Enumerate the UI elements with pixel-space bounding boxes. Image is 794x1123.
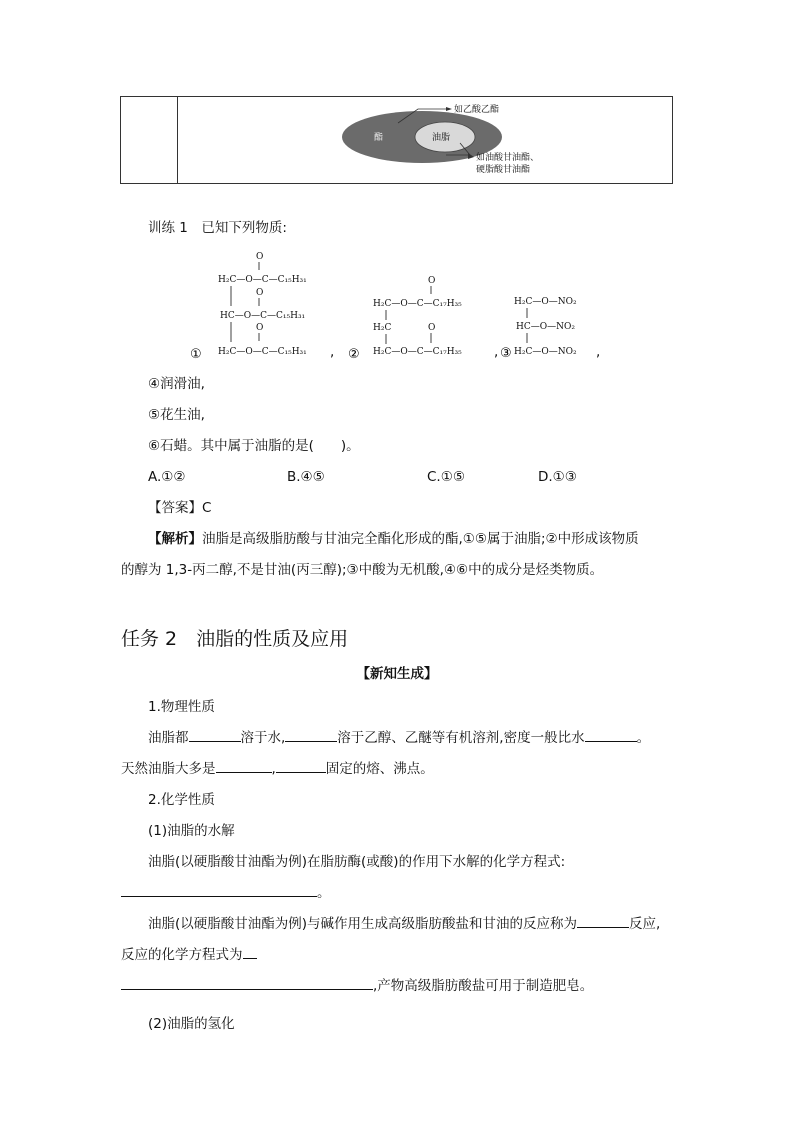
chemical-properties-title: 2.化学性质 [148, 792, 215, 808]
physical-properties-title: 1.物理性质 [148, 699, 215, 715]
fill-blank[interactable] [285, 728, 337, 742]
p1-line2-text-c: 固定的熔、沸点。 [325, 761, 434, 777]
saponification-text-d: ,产物高级脂肪酸盐可用于制造肥皂。 [373, 978, 594, 994]
option-item-6: ⑥石蜡。其中属于油脂的是( )。 [148, 438, 360, 454]
callout-top-text: 如乙酸乙酯 [454, 105, 500, 115]
task-subheading: 【新知生成】 [356, 666, 438, 682]
saponification-line-3 [121, 976, 593, 996]
ester-oil-venn-diagram [178, 97, 672, 179]
callout-bottom-text-1: 如油酸甘油酯、 [476, 153, 540, 163]
fill-blank[interactable] [243, 945, 257, 959]
p1-line2-text-b: , [271, 761, 276, 777]
physical-properties-line-1 [148, 728, 650, 748]
struct1-line4: HC—O—C—C₁₅H₃₁ [220, 311, 306, 321]
option-item-5: ⑤花生油, [148, 407, 205, 423]
fill-blank[interactable] [121, 883, 317, 897]
p1-text-c: 溶于乙醇、乙醚等有机溶剂,密度一般比水 [337, 730, 585, 746]
oil-set-label: 油脂 [432, 133, 451, 143]
hydrolysis-blank-line [121, 883, 331, 903]
struct1-line6: H₂C—O—C—C₁₅H₃₁ [218, 347, 307, 357]
struct3-line1: H₂C—O—NO₂ [514, 297, 577, 307]
table-diagram-cell [178, 97, 673, 184]
concept-table [120, 96, 673, 184]
struct1-marker: ① [190, 347, 202, 362]
p1-text-b: 溶于水, [240, 730, 286, 746]
struct2-marker: ② [348, 347, 360, 362]
fill-blank[interactable] [577, 914, 629, 928]
choice-a: A.①② [148, 469, 186, 485]
saponification-text-c: 反应的化学方程式为 [121, 947, 243, 963]
analysis-text-1: 油脂是高级脂肪酸与甘油完全酯化形成的酯,①⑤属于油脂;②中形成该物质 [202, 531, 639, 547]
fill-blank[interactable] [121, 976, 373, 990]
fill-blank[interactable] [216, 759, 272, 773]
choice-b: B.④⑤ [287, 469, 325, 485]
saponification-line-2 [121, 945, 257, 965]
table-left-cell [121, 97, 178, 184]
saponification-text-a: 油脂(以硬脂酸甘油酯为例)与碱作用生成高级脂肪酸盐和甘油的反应称为 [148, 916, 578, 932]
fill-blank[interactable] [276, 759, 326, 773]
choice-d: D.①③ [538, 469, 577, 485]
p1-text-a: 油脂都 [148, 730, 189, 746]
separator-comma-3: , [596, 344, 601, 360]
struct2-line3: H₂C [373, 323, 392, 333]
p1-line2-text-a: 天然油脂大多是 [121, 761, 216, 777]
separator-comma-1: , [330, 344, 335, 360]
struct2-line1: O [428, 276, 436, 286]
struct2-line5: H₂C—O—C—C₁₇H₃₅ [373, 347, 462, 357]
analysis-line-1 [148, 529, 639, 549]
separator-comma-2: , [494, 344, 499, 360]
fill-blank[interactable] [189, 728, 241, 742]
ester-set-label: 酯 [374, 133, 384, 143]
task-heading: 任务 2 油脂的性质及应用 [121, 628, 349, 650]
analysis-tag: 【解析】 [148, 531, 202, 547]
struct1-line3: O [256, 288, 264, 298]
struct2-line2: H₂C—O—C—C₁₇H₃₅ [373, 299, 462, 309]
hydrogenation-subtitle: (2)油脂的氢化 [148, 1016, 235, 1032]
struct3-line2: HC—O—NO₂ [516, 322, 575, 332]
structure-2 [348, 268, 498, 364]
fill-blank[interactable] [585, 728, 637, 742]
struct3-marker: ③ [500, 346, 512, 361]
struct3-line3: H₂C—O—NO₂ [514, 347, 577, 357]
structure-3 [500, 290, 610, 364]
saponification-text-b: 反应, [629, 916, 661, 932]
hydrolysis-subtitle: (1)油脂的水解 [148, 823, 235, 839]
struct1-line2: H₂C—O—C—C₁₅H₃₁ [218, 275, 307, 285]
exercise-title: 训练 1 已知下列物质: [148, 220, 287, 236]
p1-text-end: 。 [636, 730, 651, 746]
choice-c: C.①⑤ [427, 469, 465, 485]
analysis-line-2: 的醇为 1,3-丙二醇,不是甘油(丙三醇);③中酸为无机酸,④⑥中的成分是烃类物质。 [121, 562, 604, 578]
callout-bottom-text-2: 硬脂酸甘油酯 [476, 165, 531, 175]
answer-text: 【答案】C [148, 500, 212, 516]
physical-properties-line-2 [121, 759, 434, 779]
structure-1 [190, 246, 340, 364]
struct2-line4: O [428, 323, 436, 333]
saponification-line-1 [148, 914, 660, 934]
hydrolysis-end: 。 [317, 885, 331, 901]
hydrolysis-text: 油脂(以硬脂酸甘油酯为例)在脂肪酶(或酸)的作用下水解的化学方程式: [148, 854, 566, 870]
struct1-line1: O [256, 252, 264, 262]
option-item-4: ④润滑油, [148, 376, 205, 392]
struct1-line5: O [256, 323, 264, 333]
